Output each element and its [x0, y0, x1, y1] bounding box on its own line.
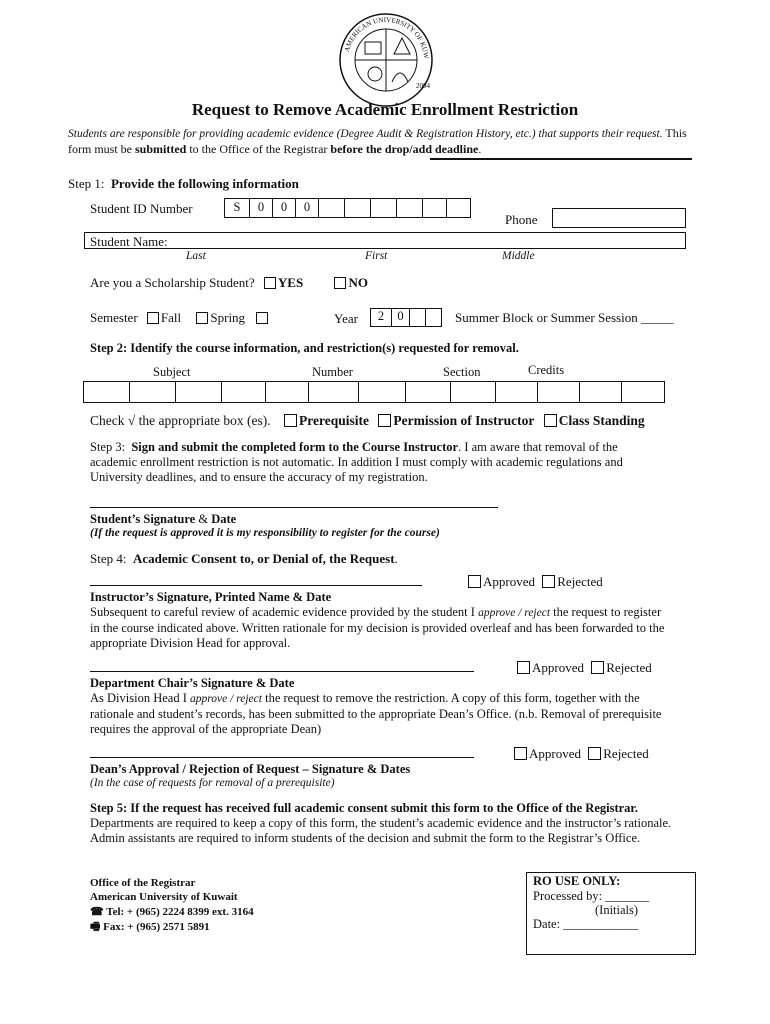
- chair-rejected-checkbox[interactable]: [591, 661, 604, 674]
- student-id-cell[interactable]: 0: [272, 199, 295, 217]
- chair-decision: [517, 660, 652, 676]
- university-seal: [338, 12, 434, 108]
- credits-header: Credits: [528, 363, 565, 377]
- seal-year: 2004: [416, 82, 430, 90]
- yes-label: YES: [277, 275, 304, 290]
- ro-processed-by: Processed by: _______: [533, 889, 649, 903]
- step1-label: Step 1:: [68, 176, 105, 191]
- step3-body: . I am aware that removal of the academic enrollment restriction is not automatic. In addition I must comply with academic regulations and University deadlines, and to ensure the accuracy of my registration.: [90, 440, 623, 484]
- step3-text: [90, 440, 655, 485]
- ro-initials: (Initials): [595, 903, 639, 917]
- scholarship-question: Are you a Scholarship Student?: [90, 275, 255, 290]
- yes-checkbox[interactable]: [264, 277, 276, 289]
- phone-label: Phone: [505, 212, 538, 227]
- chair-text-italic: approve / reject: [190, 693, 262, 705]
- instructor-text-b: the request to register in the course indicated above. Written rationale for my decision is provided overleaf and has been forwarded to the appropriate Division Head for approval.: [90, 605, 665, 650]
- subject-header: Subject: [153, 365, 191, 379]
- chair-text: [90, 691, 682, 737]
- student-id-cell[interactable]: [370, 199, 396, 217]
- year-cell[interactable]: [425, 309, 441, 326]
- semester-label: Semester: [90, 310, 138, 325]
- office-name: Office of the Registrar: [90, 877, 196, 889]
- student-signature-line[interactable]: [90, 507, 498, 508]
- dean-decision: [514, 746, 649, 762]
- year-cell[interactable]: 0: [391, 309, 409, 326]
- student-id-cell[interactable]: 0: [295, 199, 318, 217]
- fall-checkbox[interactable]: [147, 312, 159, 324]
- step4-dot: .: [394, 551, 398, 566]
- dean-signature-line[interactable]: [90, 757, 474, 758]
- course-cell[interactable]: [221, 382, 265, 402]
- section-header: Section: [443, 365, 481, 379]
- instructor-approved-checkbox[interactable]: [468, 575, 481, 588]
- instructor-signature-label: Instructor’s Signature, Printed Name & Date: [90, 590, 332, 604]
- course-cell[interactable]: [579, 382, 621, 402]
- semester-row: [90, 310, 270, 326]
- step4-label: Step 4:: [90, 551, 127, 566]
- no-checkbox[interactable]: [334, 277, 346, 289]
- student-id-cell[interactable]: [318, 199, 344, 217]
- middle-name-caption: Middle: [502, 250, 535, 262]
- form-title: Request to Remove Academic Enrollment Restriction: [191, 100, 579, 119]
- intro-italic: Students are responsible for providing academic evidence (Degree Audit & Registration History, etc.) that supports their request.: [68, 128, 663, 140]
- university-name: American University of Kuwait: [90, 891, 238, 903]
- chair-signature-line[interactable]: [90, 671, 474, 672]
- course-cell[interactable]: [84, 382, 129, 402]
- student-sig-amp: &: [195, 512, 212, 526]
- course-info-field[interactable]: [83, 381, 665, 403]
- student-id-label: Student ID Number: [90, 201, 193, 216]
- no-label: NO: [348, 275, 368, 290]
- chair-approved-label: Approved: [532, 660, 584, 675]
- last-name-caption: Last: [186, 250, 206, 262]
- step1-title: Provide the following information: [110, 176, 299, 191]
- step3-heading: Sign and submit the completed form to the Course Instructor: [131, 440, 459, 454]
- student-id-cell[interactable]: 0: [249, 199, 272, 217]
- student-id-cell[interactable]: [422, 199, 446, 217]
- scholarship-row: [90, 275, 368, 291]
- instructor-rejected-label: Rejected: [557, 574, 603, 589]
- instructor-approved-label: Approved: [483, 574, 535, 589]
- spring-checkbox[interactable]: [196, 312, 208, 324]
- permission-checkbox[interactable]: [378, 414, 391, 427]
- restriction-row: [90, 413, 645, 429]
- step4-heading: [90, 551, 398, 567]
- intro-submitted: submitted: [135, 142, 187, 156]
- dean-approved-checkbox[interactable]: [514, 747, 527, 760]
- summer-checkbox[interactable]: [256, 312, 268, 324]
- chair-approved-checkbox[interactable]: [517, 661, 530, 674]
- student-sig-text: Student’s Signature: [90, 512, 196, 526]
- step5-heading: Step 5: If the request has received full academic consent submit this form to the Office of the Registrar.: [90, 801, 638, 815]
- course-cell[interactable]: [621, 382, 664, 402]
- course-cell[interactable]: [175, 382, 221, 402]
- summer-label: Summer Block or Summer Session _____: [455, 310, 674, 325]
- student-sig-date: Date: [211, 512, 237, 526]
- instructor-text-a: Subsequent to careful review of academic evidence provided by the student I: [90, 605, 479, 619]
- course-cell[interactable]: [265, 382, 308, 402]
- step2-heading: Step 2: Identify the course information, and restriction(s) requested for removal.: [90, 341, 519, 355]
- chair-rejected-label: Rejected: [606, 660, 652, 675]
- prerequisite-label: Prerequisite: [298, 413, 369, 428]
- fall-label: Fall: [160, 310, 182, 325]
- student-name-label: Student Name:: [90, 234, 168, 249]
- dean-rejected-label: Rejected: [603, 746, 649, 761]
- phone-field[interactable]: [552, 208, 686, 228]
- chair-signature-label: Department Chair’s Signature & Date: [90, 676, 295, 690]
- check-instruction: Check √ the appropriate box (es).: [90, 413, 271, 428]
- dean-note: (In the case of requests for removal of a prerequisite): [90, 777, 335, 789]
- ro-date: Date: ____________: [533, 917, 639, 931]
- dean-rejected-checkbox[interactable]: [588, 747, 601, 760]
- course-cell[interactable]: [450, 382, 495, 402]
- tel-number: ☎ Tel: + (965) 2224 8399 ext. 3164: [90, 906, 254, 918]
- seal-text: AMERICAN UNIVERSITY OF KUW: [342, 15, 431, 59]
- dean-signature-label: Dean’s Approval / Rejection of Request – Signature & Dates: [90, 762, 411, 776]
- course-cell[interactable]: [405, 382, 450, 402]
- title-rule: [430, 158, 692, 160]
- ro-use-title: RO USE ONLY:: [533, 874, 621, 888]
- instructor-decision: [468, 574, 603, 590]
- fax-number: 🖷 Fax: + (965) 2571 5891: [90, 921, 210, 933]
- year-field[interactable]: [370, 308, 442, 327]
- chair-text-b: the request to remove the restriction. A copy of this form, together with the rationale and student’s records, has been submitted to the appropriate Dean’s Office. (n.b. Removal of prerequisite requires the approval of the appropriate Dean): [90, 691, 662, 736]
- class-standing-checkbox[interactable]: [544, 414, 557, 427]
- intro-plain: This form must be: [68, 126, 687, 156]
- prerequisite-checkbox[interactable]: [284, 414, 297, 427]
- intro-end: .: [478, 142, 482, 156]
- instructor-text-italic: approve / reject: [478, 607, 551, 619]
- student-id-cell[interactable]: [446, 199, 470, 217]
- step5-text: Departments are required to keep a copy of this form, the student’s academic evidence and the instructor’s rationale. Admin assistants are required to inform students of the decision and submit the form to the Registrar’s Office.: [90, 816, 672, 845]
- dean-approved-label: Approved: [529, 746, 581, 761]
- course-cell[interactable]: [308, 382, 358, 402]
- course-cell[interactable]: [358, 382, 405, 402]
- first-name-caption: First: [365, 250, 388, 262]
- student-signature-label: [90, 512, 236, 527]
- chair-text-a: As Division Head I: [90, 691, 190, 705]
- spring-label: Spring: [210, 310, 246, 325]
- year-label: Year: [334, 311, 358, 326]
- intro-deadline: before the drop/add deadline: [330, 142, 479, 156]
- intro-text: [68, 126, 708, 157]
- course-cell[interactable]: [495, 382, 537, 402]
- student-id-field[interactable]: [224, 198, 471, 218]
- course-cell[interactable]: [537, 382, 579, 402]
- instructor-text: [90, 605, 670, 651]
- number-header: Number: [312, 365, 353, 379]
- course-cell[interactable]: [129, 382, 175, 402]
- intro-office: to the Office of the Registrar: [186, 142, 331, 156]
- instructor-signature-line[interactable]: [90, 585, 422, 586]
- student-id-cell[interactable]: [344, 199, 370, 217]
- step1-heading: [68, 176, 299, 192]
- student-signature-note: (If the request is approved it is my responsibility to register for the course): [90, 527, 440, 539]
- student-id-cell[interactable]: S: [233, 200, 241, 214]
- student-name-field[interactable]: [84, 232, 686, 249]
- instructor-rejected-checkbox[interactable]: [542, 575, 555, 588]
- year-cell[interactable]: [409, 309, 425, 326]
- year-cell[interactable]: 2: [377, 309, 385, 323]
- class-standing-label: Class Standing: [558, 413, 645, 428]
- step4-title: Academic Consent to, or Denial of, the Request: [132, 551, 395, 566]
- permission-label: Permission of Instructor: [393, 413, 535, 428]
- student-id-cell[interactable]: [396, 199, 422, 217]
- step3-label: Step 3:: [90, 440, 126, 454]
